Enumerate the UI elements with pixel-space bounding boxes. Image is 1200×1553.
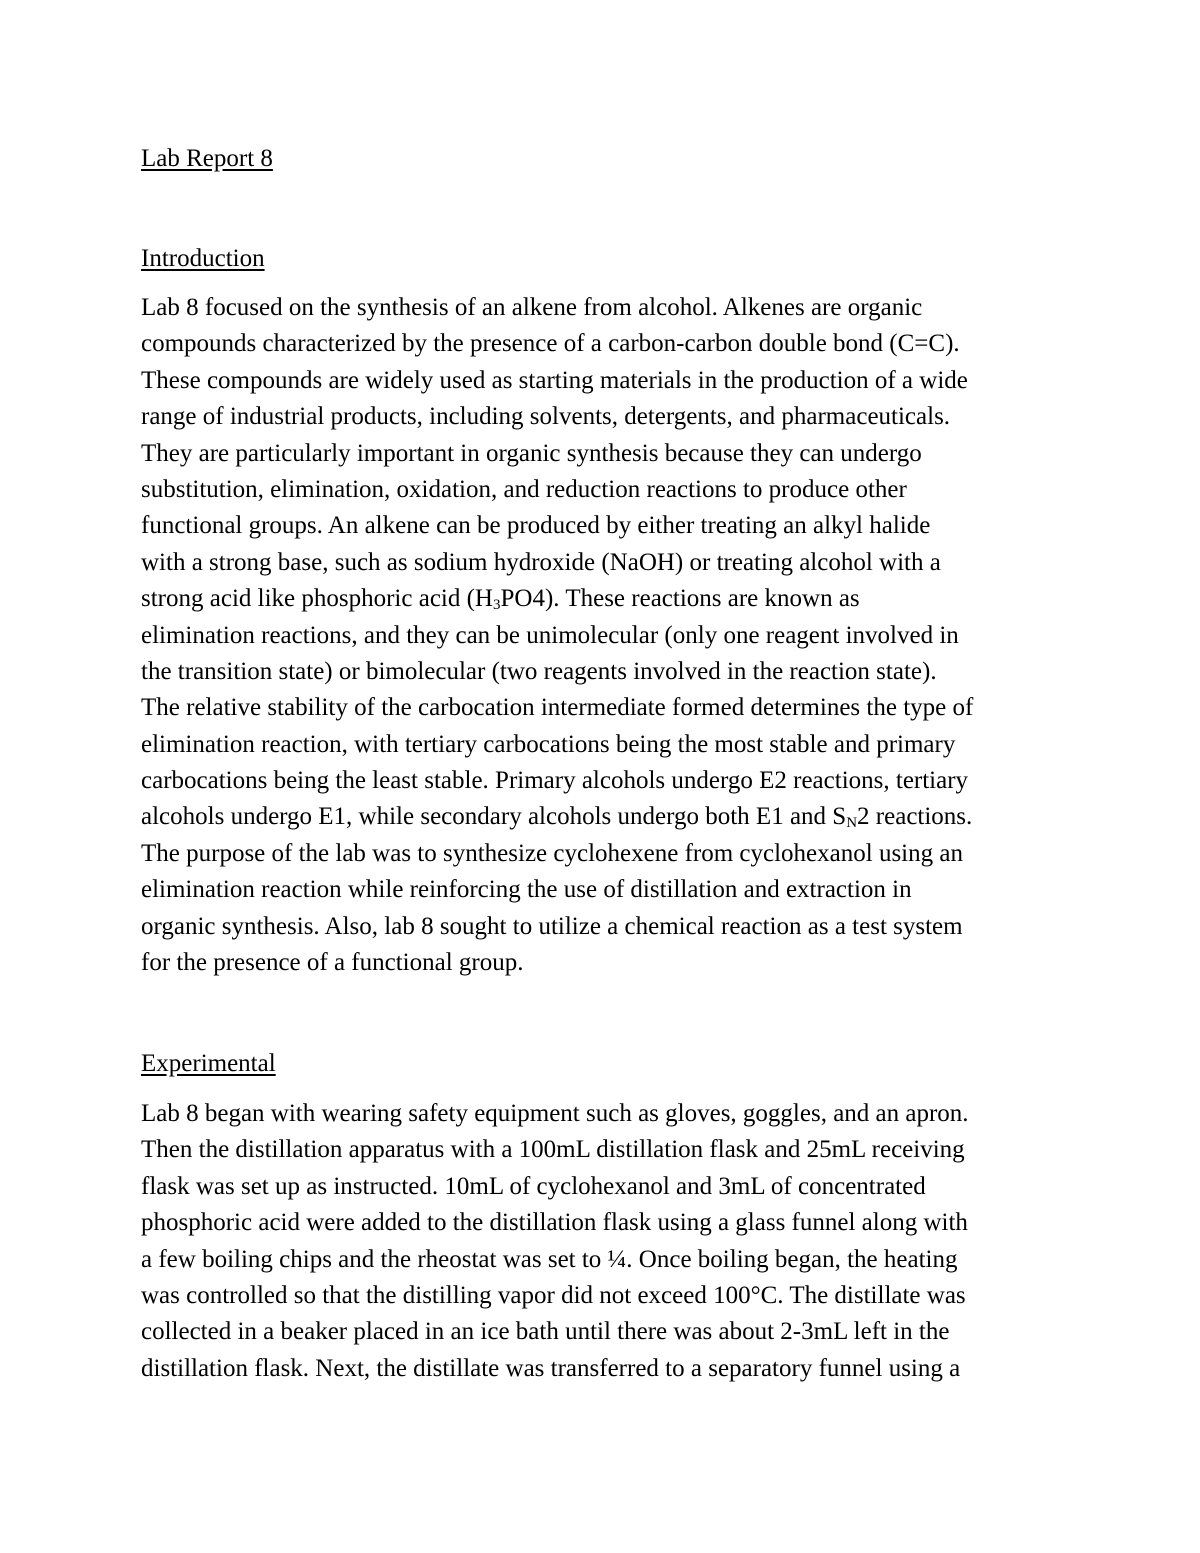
introduction-text-line: Lab 8 focused on the synthesis of an alkene from alcohol. Alkenes are organic [141,294,923,321]
introduction-text-line: They are particularly important in organic synthesis because they can undergo [141,439,922,467]
introduction-text-line: for the presence of a functional group. [141,949,524,977]
text-segment: strong acid like phosphoric acid (H [141,585,493,613]
introduction-text-line: These compounds are widely used as starting materials in the production of a wide [141,366,968,394]
subscript: N [846,815,858,832]
subscript: 3 [493,597,501,614]
introduction-text-line: functional groups. An alkene can be produced by either treating an alkyl halide [141,512,931,540]
introduction-text-line: compounds characterized by the presence of a carbon-carbon double bond (C=C). [141,330,960,358]
experimental-text-line: a few boiling chips and the rheostat was set to ¼. Once boiling began, the heating [141,1245,958,1273]
experimental-paragraph [141,1096,969,1387]
introduction-heading: Introduction [141,245,265,272]
experimental-text-line: distillation flask. Next, the distillate was transferred to a separatory funnel using a [141,1354,961,1382]
text-segment: PO4). These reactions are known as [500,585,860,613]
experimental-text-line: Lab 8 began with wearing safety equipment such as gloves, goggles, and an apron. [141,1100,969,1127]
introduction-text-line [141,581,973,617]
introduction-text-line: substitution, elimination, oxidation, and reduction reactions to produce other [141,475,907,503]
introduction-text-line: elimination reaction while reinforcing the use of distillation and extraction in [141,876,912,904]
introduction-text-line: range of industrial products, including solvents, detergents, and pharmaceuticals. [141,403,951,431]
introduction-text-line: elimination reactions, and they can be unimolecular (only one reagent involved in [141,621,959,649]
introduction-paragraph [141,290,973,981]
text-segment: 2 reactions. [857,803,973,831]
experimental-text-line: collected in a beaker placed in an ice bath until there was about 2-3mL left in the [141,1318,950,1346]
introduction-text-line: organic synthesis. Also, lab 8 sought to utilize a chemical reaction as a test system [141,912,963,940]
text-segment: alcohols undergo E1, while secondary alcohols undergo both E1 and S [141,803,847,831]
introduction-text-line: carbocations being the least stable. Primary alcohols undergo E2 reactions, tertiary [141,767,969,795]
experimental-text-line: was controlled so that the distilling vapor did not exceed 100°C. The distillate was [141,1281,966,1309]
introduction-text-line: The purpose of the lab was to synthesize cyclohexene from cyclohexanol using an [141,839,963,867]
experimental-text-line: flask was set up as instructed. 10mL of cyclohexanol and 3mL of concentrated [141,1172,926,1200]
document-title: Lab Report 8 [141,145,273,172]
introduction-text-line: elimination reaction, with tertiary carbocations being the most stable and primary [141,730,956,758]
experimental-text-line: phosphoric acid were added to the distillation flask using a glass funnel along with [141,1209,968,1237]
introduction-text-line: The relative stability of the carbocation intermediate formed determines the type of [141,694,974,722]
experimental-text-line: Then the distillation apparatus with a 100mL distillation flask and 25mL receiving [141,1136,965,1164]
introduction-text-line [141,799,973,835]
experimental-heading: Experimental [141,1050,276,1077]
introduction-text-line: the transition state) or bimolecular (two reagents involved in the reaction state). [141,657,937,685]
introduction-text-line: with a strong base, such as sodium hydroxide (NaOH) or treating alcohol with a [141,548,941,576]
